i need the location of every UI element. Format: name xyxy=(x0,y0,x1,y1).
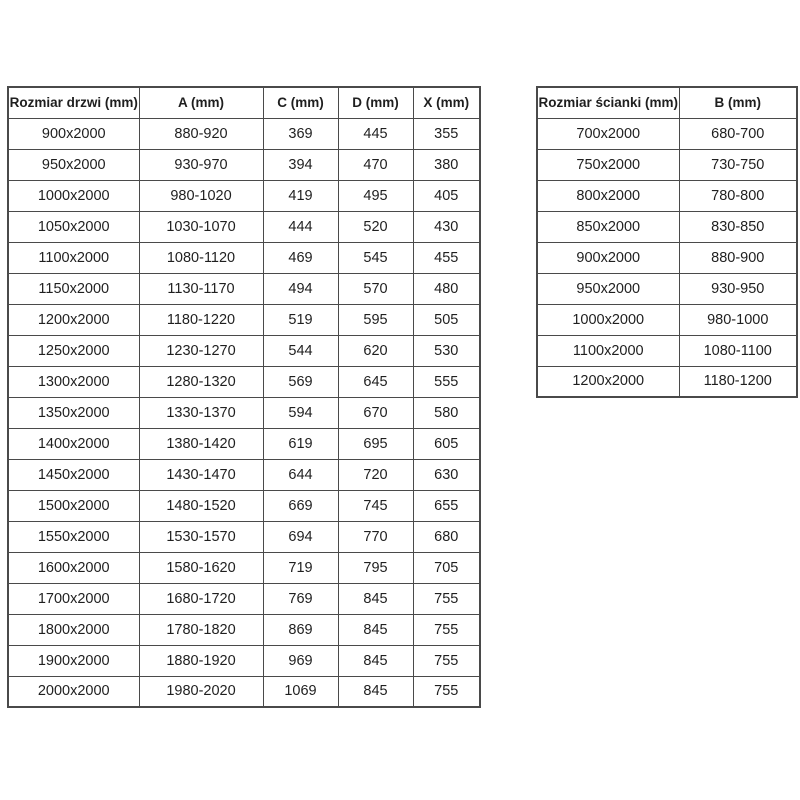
table-cell: 430 xyxy=(413,211,480,242)
column-header: Rozmiar drzwi (mm) xyxy=(8,87,139,118)
table-cell: 369 xyxy=(263,118,338,149)
table-row xyxy=(8,583,480,614)
table-cell: 594 xyxy=(263,397,338,428)
table-cell: 1200x2000 xyxy=(8,304,139,335)
table-cell: 869 xyxy=(263,614,338,645)
table-cell: 720 xyxy=(338,459,413,490)
table-row xyxy=(8,676,480,707)
table-cell: 1330-1370 xyxy=(139,397,263,428)
table-cell: 619 xyxy=(263,428,338,459)
table-cell: 1400x2000 xyxy=(8,428,139,459)
table-row xyxy=(537,366,797,397)
table-cell: 1550x2000 xyxy=(8,521,139,552)
column-header: A (mm) xyxy=(139,87,263,118)
table-cell: 1980-2020 xyxy=(139,676,263,707)
table-cell: 1180-1200 xyxy=(679,366,797,397)
header-row xyxy=(8,87,480,118)
table-row xyxy=(8,366,480,397)
table-cell: 519 xyxy=(263,304,338,335)
table-cell: 880-920 xyxy=(139,118,263,149)
table-cell: 755 xyxy=(413,645,480,676)
table-cell: 1050x2000 xyxy=(8,211,139,242)
table-row xyxy=(8,490,480,521)
table-cell: 880-900 xyxy=(679,242,797,273)
table-cell: 1380-1420 xyxy=(139,428,263,459)
table-row xyxy=(8,118,480,149)
table-cell: 830-850 xyxy=(679,211,797,242)
table-row xyxy=(8,614,480,645)
table-cell: 1430-1470 xyxy=(139,459,263,490)
table-cell: 755 xyxy=(413,583,480,614)
table-cell: 1700x2000 xyxy=(8,583,139,614)
table-cell: 570 xyxy=(338,273,413,304)
table-cell: 494 xyxy=(263,273,338,304)
table-cell: 470 xyxy=(338,149,413,180)
table-row xyxy=(8,149,480,180)
table-cell: 730-750 xyxy=(679,149,797,180)
table-cell: 1100x2000 xyxy=(8,242,139,273)
table-cell: 1150x2000 xyxy=(8,273,139,304)
table-row xyxy=(537,273,797,304)
table-cell: 1069 xyxy=(263,676,338,707)
table-row xyxy=(8,273,480,304)
table-cell: 1180-1220 xyxy=(139,304,263,335)
table-cell: 950x2000 xyxy=(8,149,139,180)
table-cell: 1280-1320 xyxy=(139,366,263,397)
table-cell: 545 xyxy=(338,242,413,273)
table-row xyxy=(8,211,480,242)
table-row xyxy=(8,521,480,552)
table-cell: 1680-1720 xyxy=(139,583,263,614)
table-cell: 845 xyxy=(338,645,413,676)
table-cell: 930-950 xyxy=(679,273,797,304)
table-cell: 1600x2000 xyxy=(8,552,139,583)
table-cell: 669 xyxy=(263,490,338,521)
table-cell: 1580-1620 xyxy=(139,552,263,583)
table-row xyxy=(537,211,797,242)
table-cell: 480 xyxy=(413,273,480,304)
table-cell: 1030-1070 xyxy=(139,211,263,242)
table-cell: 644 xyxy=(263,459,338,490)
header-row xyxy=(537,87,797,118)
table-cell: 980-1020 xyxy=(139,180,263,211)
table-row xyxy=(8,428,480,459)
table-cell: 850x2000 xyxy=(537,211,679,242)
table-cell: 769 xyxy=(263,583,338,614)
table-cell: 2000x2000 xyxy=(8,676,139,707)
table-cell: 380 xyxy=(413,149,480,180)
table-cell: 505 xyxy=(413,304,480,335)
table-cell: 755 xyxy=(413,676,480,707)
table-cell: 405 xyxy=(413,180,480,211)
table-cell: 1130-1170 xyxy=(139,273,263,304)
table-cell: 780-800 xyxy=(679,180,797,211)
table-row xyxy=(8,335,480,366)
table-cell: 680 xyxy=(413,521,480,552)
table-cell: 455 xyxy=(413,242,480,273)
table-row xyxy=(8,304,480,335)
table-cell: 1300x2000 xyxy=(8,366,139,397)
table-cell: 1800x2000 xyxy=(8,614,139,645)
table-cell: 795 xyxy=(338,552,413,583)
wall-size-table xyxy=(536,86,798,398)
table-cell: 1250x2000 xyxy=(8,335,139,366)
table-row xyxy=(8,397,480,428)
table-row xyxy=(537,149,797,180)
table-cell: 930-970 xyxy=(139,149,263,180)
table-cell: 444 xyxy=(263,211,338,242)
column-header: D (mm) xyxy=(338,87,413,118)
table-cell: 1500x2000 xyxy=(8,490,139,521)
table-cell: 1900x2000 xyxy=(8,645,139,676)
column-header: C (mm) xyxy=(263,87,338,118)
table-cell: 755 xyxy=(413,614,480,645)
table-cell: 394 xyxy=(263,149,338,180)
table-row xyxy=(8,552,480,583)
table-cell: 900x2000 xyxy=(8,118,139,149)
table-cell: 495 xyxy=(338,180,413,211)
table-row xyxy=(537,335,797,366)
table-cell: 695 xyxy=(338,428,413,459)
table-cell: 680-700 xyxy=(679,118,797,149)
table-cell: 1350x2000 xyxy=(8,397,139,428)
table-cell: 969 xyxy=(263,645,338,676)
table-cell: 1080-1120 xyxy=(139,242,263,273)
table-row xyxy=(537,304,797,335)
table-cell: 595 xyxy=(338,304,413,335)
table-cell: 605 xyxy=(413,428,480,459)
table-cell: 1530-1570 xyxy=(139,521,263,552)
door-size-table xyxy=(7,86,481,708)
table-cell: 419 xyxy=(263,180,338,211)
column-header: Rozmiar ścianki (mm) xyxy=(537,87,679,118)
table-cell: 770 xyxy=(338,521,413,552)
table-cell: 1230-1270 xyxy=(139,335,263,366)
table-cell: 569 xyxy=(263,366,338,397)
table-cell: 845 xyxy=(338,614,413,645)
column-header: X (mm) xyxy=(413,87,480,118)
table-cell: 719 xyxy=(263,552,338,583)
table-cell: 950x2000 xyxy=(537,273,679,304)
table-cell: 1880-1920 xyxy=(139,645,263,676)
table-row xyxy=(537,242,797,273)
table-cell: 1480-1520 xyxy=(139,490,263,521)
table-cell: 1780-1820 xyxy=(139,614,263,645)
table-cell: 1100x2000 xyxy=(537,335,679,366)
table-cell: 670 xyxy=(338,397,413,428)
table-cell: 469 xyxy=(263,242,338,273)
table-cell: 980-1000 xyxy=(679,304,797,335)
table-cell: 1450x2000 xyxy=(8,459,139,490)
table-cell: 355 xyxy=(413,118,480,149)
table-cell: 445 xyxy=(338,118,413,149)
table-cell: 1200x2000 xyxy=(537,366,679,397)
table-cell: 900x2000 xyxy=(537,242,679,273)
table-cell: 694 xyxy=(263,521,338,552)
table-cell: 544 xyxy=(263,335,338,366)
table-cell: 750x2000 xyxy=(537,149,679,180)
table-row xyxy=(8,242,480,273)
column-header: B (mm) xyxy=(679,87,797,118)
table-cell: 845 xyxy=(338,583,413,614)
table-cell: 630 xyxy=(413,459,480,490)
table-row xyxy=(537,180,797,211)
table-cell: 845 xyxy=(338,676,413,707)
table-cell: 1000x2000 xyxy=(537,304,679,335)
table-cell: 655 xyxy=(413,490,480,521)
table-row xyxy=(537,118,797,149)
table-cell: 530 xyxy=(413,335,480,366)
table-cell: 520 xyxy=(338,211,413,242)
table-cell: 555 xyxy=(413,366,480,397)
table-cell: 1000x2000 xyxy=(8,180,139,211)
table-cell: 800x2000 xyxy=(537,180,679,211)
table-cell: 705 xyxy=(413,552,480,583)
table-cell: 745 xyxy=(338,490,413,521)
table-cell: 700x2000 xyxy=(537,118,679,149)
table-cell: 1080-1100 xyxy=(679,335,797,366)
table-cell: 620 xyxy=(338,335,413,366)
table-cell: 580 xyxy=(413,397,480,428)
table-row xyxy=(8,180,480,211)
table-row xyxy=(8,645,480,676)
table-row xyxy=(8,459,480,490)
table-cell: 645 xyxy=(338,366,413,397)
